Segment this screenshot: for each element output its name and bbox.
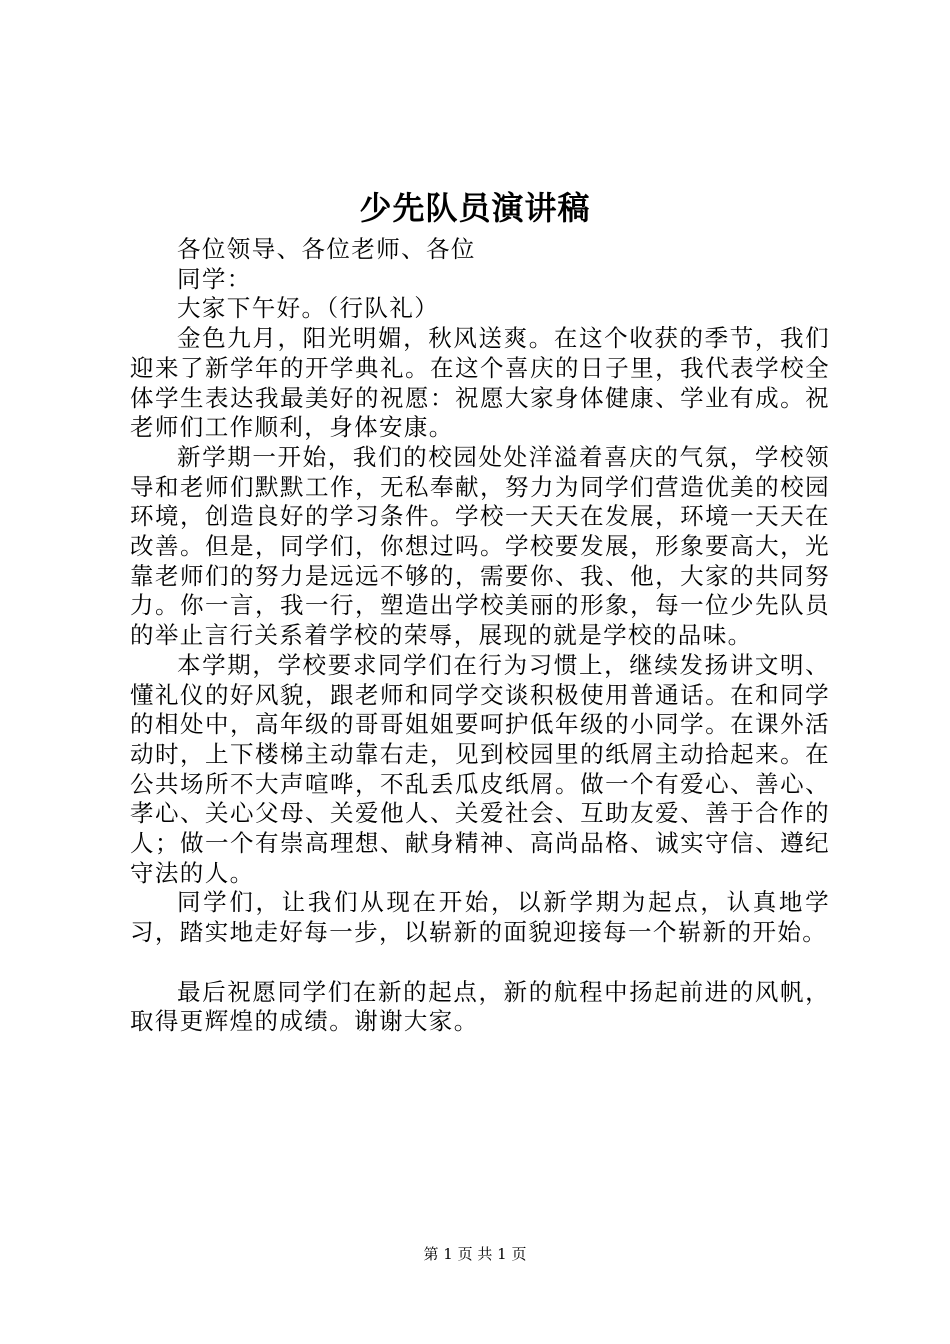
page-footer: 第 1 页 共 1 页: [423, 1245, 527, 1263]
body-paragraph-4: 同学们，让我们从现在开始，以新学期为起点，认真地学习，踏实地走好每一步，以崭新的面貌迎接每一个崭新的开始。: [130, 888, 830, 947]
body-paragraph-5: 最后祝愿同学们在新的起点，新的航程中扬起前进的风帆，取得更辉煌的成绩。谢谢大家。: [130, 977, 830, 1036]
document-body: [130, 235, 830, 1037]
body-paragraph-1: 金色九月，阳光明媚，秋风送爽。在这个收获的季节，我们迎来了新学年的开学典礼。在这个喜庆的日子里，我代表学校全体学生表达我最美好的祝愿：祝愿大家身体健康、学业有成。祝老师们工作顺利，身体安康。: [130, 324, 830, 442]
body-paragraph-3: 本学期，学校要求同学们在行为习惯上，继续发扬讲文明、懂礼仪的好风貌，跟老师和同学交谈积极使用普通话。在和同学的相处中，高年级的哥哥姐姐要呵护低年级的小同学。在课外活动时，上下楼梯主动靠右走，见到校园里的纸屑主动拾起来。在公共场所不大声喧哗，不乱丢瓜皮纸屑。做一个有爱心、善心、孝心、关心父母、关爱他人、关爱社会、互助友爱、善于合作的人；做一个有崇高理想、献身精神、高尚品格、诚实守信、遵纪守法的人。: [130, 650, 830, 887]
body-paragraph-2: 新学期一开始，我们的校园处处洋溢着喜庆的气氛，学校领导和老师们默默工作，无私奉献，努力为同学们营造优美的校园环境，创造良好的学习条件。学校一天天在发展，环境一天天在改善。但是，同学们，你想过吗。学校要发展，形象要高大，光靠老师们的努力是远远不够的，需要你、我、他，大家的共同努力。你一言，我一行，塑造出学校美丽的形象，每一位少先队员的举止言行关系着学校的荣辱，展现的就是学校的品味。: [130, 442, 830, 650]
salutation-line-2: 同学：: [177, 264, 252, 293]
paragraph-spacer: [130, 948, 830, 978]
greeting-line: 大家下午好。（行队礼）: [177, 294, 440, 323]
salutation-line-1: 各位领导、各位老师、各位: [177, 235, 476, 263]
document-title: 少先队员演讲稿: [359, 189, 591, 227]
